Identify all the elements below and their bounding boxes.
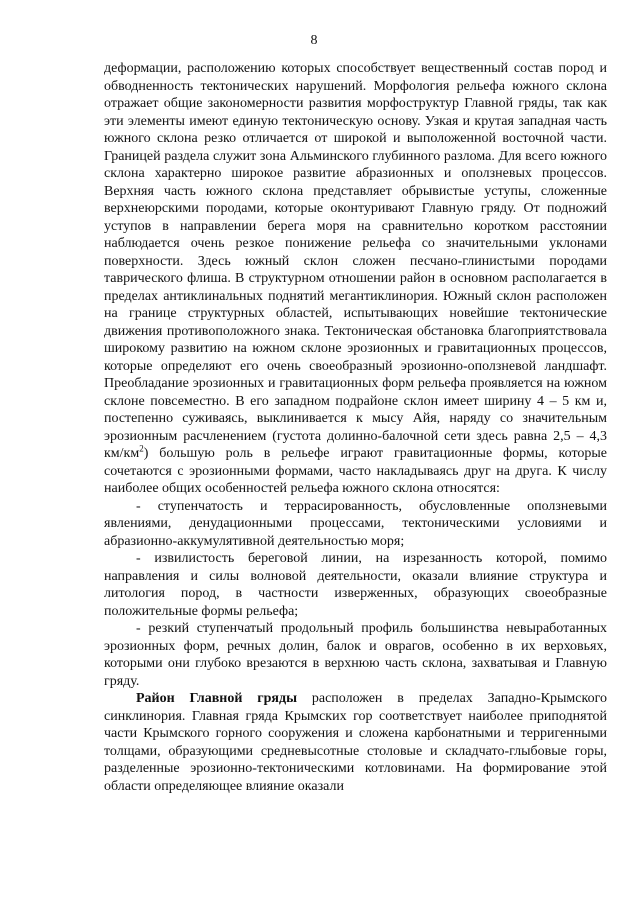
section-heading-inline: Район Главной гряды	[136, 691, 297, 706]
paragraph-text: деформации, расположению которых способствует вещественный состав пород и обводненность тектонических нарушений. Морфология рельефа южного склона отражает общие закономерности развития морфоструктур Главной гряды, так как эти элементы имеют единую тектоническую основу. Узкая и крутая западная часть южного склона резко отличается от широкой и выположенной восточной части. Границей раздела служит зона Альминского глубинного разлома. Для всего южного склона характерно широкое развитие абразионных и оползневых процессов. Верхняя часть южного склона представляет обрывистые уступы, сложенные верхнеюрскими породами, которые оконтуривают Главную гряду. От подножий уступов в направлении берега моря на сравнительно коротком расстоянии наблюдается очень резкое понижение рельефа со значительными уклонами поверхности. Здесь южный склон сложен песчано-глинистыми породами таврического флиша. В структурном отношении район в основном располагается в пределах антиклинальных поднятий мегантиклинория. Южный склон расположен на границе структурных областей, испытывающих новейшие тектонические движения противоположного знака. Тектоническая обстановка благоприятствовала широкому развитию на южном склоне эрозионных и гравитационных процессов, которые определяют его очень своеобразный эрозионно-оползневой ландшафт. Преобладание эрозионных и гравитационных форм рельефа проявляется на южном склоне повсеместно. В его западном подрайоне склон имеет ширину 4 – 5 км и, постепенно суживаясь, выклинивается к мысу Айя, наряду со значительным эрозионным расчленением (густота долинно-балочной сети здесь равна 2,5 – 4,3 км/км	[104, 61, 607, 461]
paragraph-southern-slope	[104, 60, 607, 498]
list-item: - ступенчатость и террасированность, обусловленные оползневыми явлениями, денудационными процессами, тектоническими условиями и абразионно-аккумулятивной деятельностью моря;	[104, 498, 607, 549]
list-item: - резкий ступенчатый продольный профиль большинства невыработанных эрозионных форм, речных долин, балок и оврагов, особенно в их верховьях, которыми они глубоко врезаются в верхнюю часть склона, захватывая и Главную гряду.	[104, 621, 607, 689]
list-item: - извилистость береговой линии, на изрезанность которой, помимо направления и силы волновой деятельности, оказали влияние структура и литология пород, в частности изверженных, образующих своеобразные положительные формы рельефа;	[104, 551, 607, 619]
paragraph-main-ridge	[104, 690, 607, 795]
paragraph-text: расположен в пределах Западно-Крымского синклинория. Главная гряда Крымских гор соответствует наиболее приподнятой части Крымского горного сооружения и сложена карбонатными и терригенными толщами, образующими средневысотные столовые и складчато-глыбовые горы, разделенные эрозионно-тектоническими котловинами. На формирование этой области определяющее влияние оказали	[104, 691, 607, 794]
paragraph-text-after: ) большую роль в рельефе играют гравитационные формы, которые сочетаются с эрозионными формами, часто накладываясь друг на друга. К числу наиболее общих особенностей рельефа южного склона относятся:	[104, 446, 607, 496]
page-number: 8	[310, 33, 318, 48]
superscript: 2	[139, 443, 144, 454]
body-text	[104, 60, 607, 795]
